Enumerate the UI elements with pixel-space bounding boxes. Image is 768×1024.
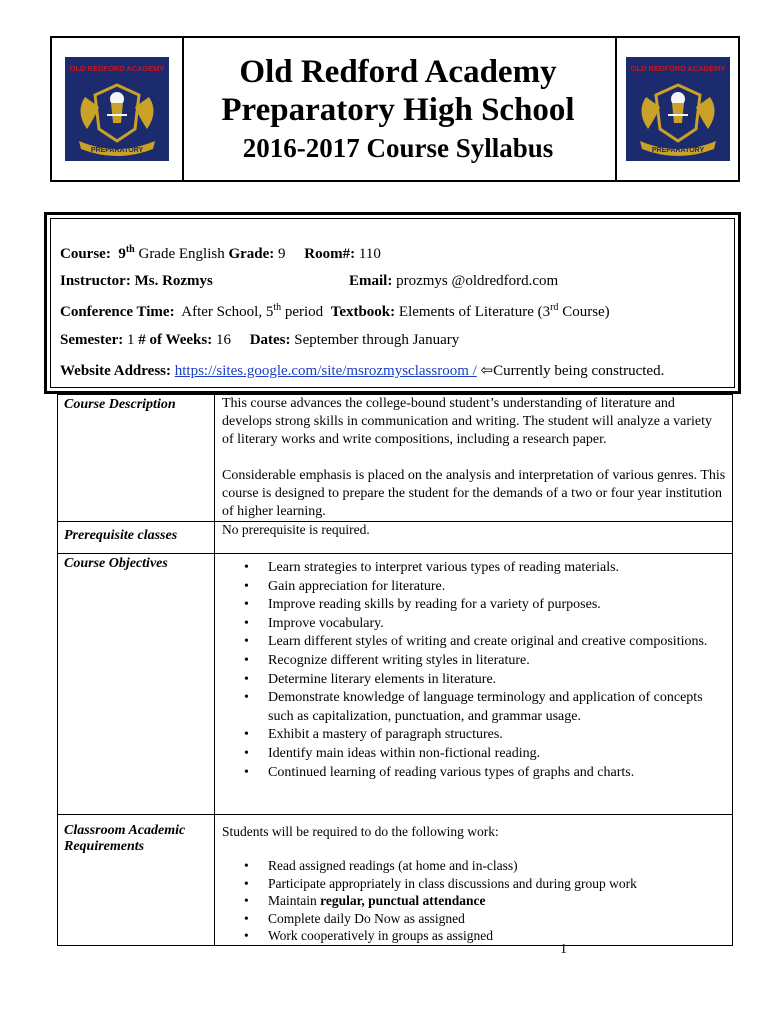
course-info-box: [44, 212, 741, 394]
instructor-line: [60, 273, 213, 290]
course-value: Grade English: [138, 246, 225, 262]
list-item: • Determine literary elements in literature.: [268, 671, 726, 690]
list-item: • Exhibit a mastery of paragraph structures.: [268, 726, 726, 745]
course-objectives-cell: [215, 554, 733, 815]
website-label: Website Address:: [60, 363, 171, 379]
course-sup: th: [125, 244, 135, 255]
list-item: • Learn strategies to interpret various types of reading materials.: [268, 559, 726, 578]
conference-period: period: [284, 304, 324, 320]
table-row: [58, 815, 733, 946]
left-logo-cell: [52, 38, 184, 180]
list-item: [268, 892, 726, 910]
school-crest-logo: [65, 57, 169, 161]
syllabus-header: [50, 36, 740, 182]
course-description-cell: [215, 395, 733, 522]
crest-bottom-text: PREPARATORY: [90, 147, 144, 154]
textbook-label: Textbook:: [330, 304, 396, 320]
list-item: • Read assigned readings (at home and in-class): [268, 857, 726, 875]
list-item: • Learn different styles of writing and create original and creative compositions.: [268, 633, 726, 652]
requirements-intro: Students will be required to do the following work:: [222, 824, 499, 839]
course-label: Course:: [60, 246, 111, 262]
email-label: Email:: [349, 273, 393, 289]
list-item: • Recognize different writing styles in literature.: [268, 652, 726, 671]
course-number: 9: [118, 246, 126, 262]
course-line: [60, 244, 381, 263]
row-label: Course Description: [58, 395, 215, 522]
course-info-inner: [50, 218, 735, 388]
dates-value: September through January: [294, 332, 460, 348]
website-line: [60, 361, 664, 380]
list-item: • Improve vocabulary.: [268, 615, 726, 634]
list-item: • Demonstrate knowledge of language terminology and application of concepts such as capitalization, punctuation, and grammar usage.: [268, 689, 726, 726]
school-subname: Preparatory High School: [221, 92, 575, 128]
table-row: [58, 395, 733, 522]
list-item: • Complete daily Do Now as assigned: [268, 910, 726, 928]
website-link[interactable]: https://sites.google.com/site/msrozmysclassroom /: [174, 363, 477, 379]
list-item: • Work cooperatively in groups as assigned: [268, 927, 726, 945]
description-paragraph-1: This course advances the college-bound student’s understanding of literature and develops strong skills in communication and writing. The student will analyze a variety of literary works and write compositions, including a research paper.: [222, 396, 713, 447]
conference-label: Conference Time:: [60, 304, 175, 320]
list-item: • Continued learning of reading various types of graphs and charts.: [268, 764, 726, 783]
table-row: [58, 554, 733, 815]
syllabus-title: 2016-2017 Course Syllabus: [242, 133, 554, 163]
grade-label: Grade:: [228, 246, 275, 262]
row-label: Classroom Academic Requirements: [58, 815, 215, 946]
syllabus-table: [57, 394, 733, 946]
crest-bottom-text: PREPARATORY: [651, 147, 704, 154]
right-logo-cell: [615, 38, 738, 180]
dates-label: Dates:: [249, 332, 291, 348]
semester-line: [60, 332, 459, 349]
list-item: • Gain appreciation for literature.: [268, 578, 726, 597]
requirements-list: [222, 857, 726, 945]
requirements-cell: [215, 815, 733, 946]
crest-top-text: OLD REDFORD ACADEMY: [630, 64, 725, 73]
conference-value: After School, 5: [181, 304, 274, 320]
textbook-sup: rd: [550, 302, 559, 313]
school-crest-logo: [626, 57, 730, 161]
textbook-value: Elements of Literature (3: [398, 304, 551, 320]
room-value: 110: [358, 246, 381, 262]
attendance-prefix: Maintain: [268, 893, 321, 908]
list-item: • Improve reading skills by reading for a variety of purposes.: [268, 596, 726, 615]
prerequisite-value: No prerequisite is required.: [215, 522, 733, 554]
description-paragraph-2: Considerable emphasis is placed on the analysis and interpretation of various genres. This course is designed to prepare the student for the demands of a two or four year institution of higher learning.: [222, 468, 726, 519]
weeks-value: 16: [215, 332, 231, 348]
row-label: Course Objectives: [58, 554, 215, 815]
crest-top-text: OLD REDFORD ACADEMY: [69, 64, 165, 73]
weeks-label: # of Weeks:: [138, 332, 213, 348]
header-title-block: [184, 38, 612, 180]
website-note: Currently being constructed.: [493, 363, 665, 379]
school-name: Old Redford Academy: [239, 54, 557, 90]
textbook-course: Course): [562, 304, 610, 320]
objectives-list: [222, 559, 726, 782]
email-line: [349, 273, 558, 290]
table-row: [58, 522, 733, 554]
list-item: • Identify main ideas within non-fictional reading.: [268, 745, 726, 764]
instructor-name: Instructor: Ms. Rozmys: [60, 273, 213, 289]
page-number: 1: [560, 942, 567, 957]
attendance-emphasis: regular, punctual attendance: [320, 893, 486, 908]
left-arrow-icon: ⇦: [480, 363, 494, 379]
conference-sup: th: [273, 302, 282, 313]
row-label: Prerequisite classes: [58, 522, 215, 554]
grade-value: 9: [278, 246, 286, 262]
room-label: Room#:: [304, 246, 356, 262]
semester-label: Semester:: [60, 332, 124, 348]
conference-line: [60, 302, 610, 321]
semester-value: 1: [127, 332, 135, 348]
list-item: • Participate appropriately in class discussions and during group work: [268, 875, 726, 893]
email-value: prozmys @oldredford.com: [396, 273, 559, 289]
